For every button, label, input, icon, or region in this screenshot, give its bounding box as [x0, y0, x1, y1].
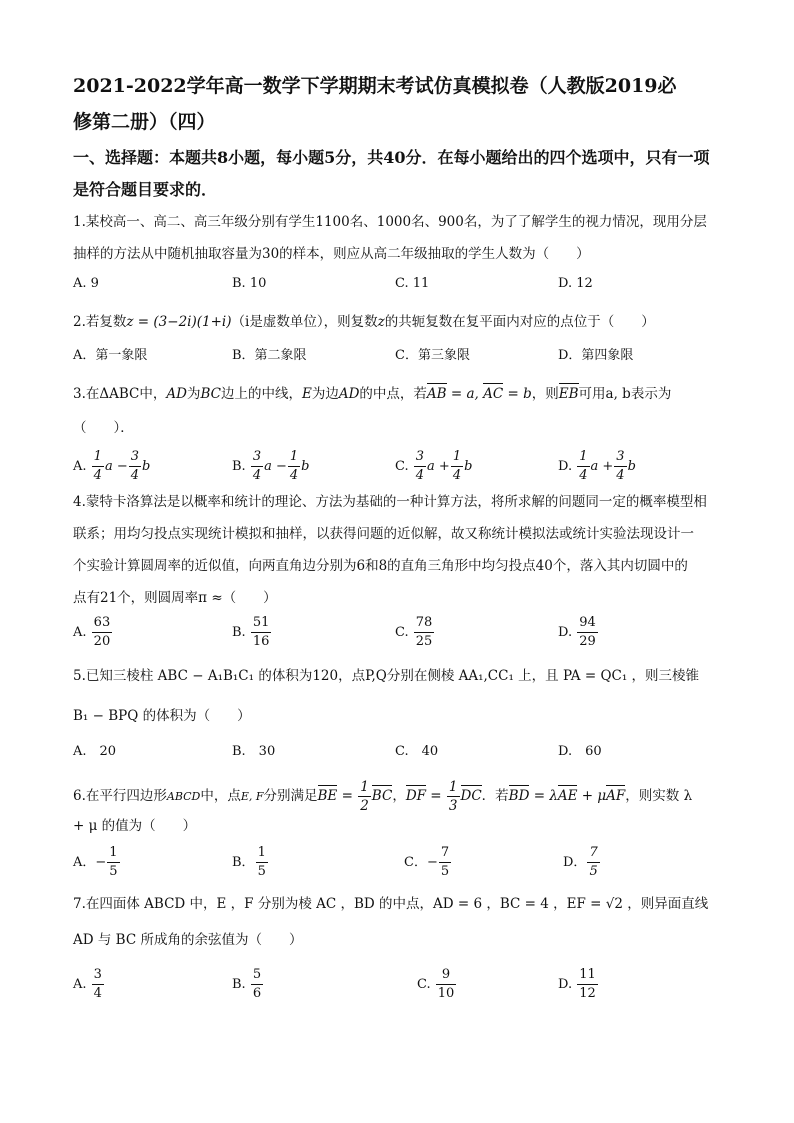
q3-option-c-frac2-num: 1	[451, 448, 463, 467]
q7-option-d-label: D.	[558, 977, 573, 992]
q3-option-d-label: D.	[558, 459, 573, 474]
q2-option-b: B．第二象限	[232, 348, 307, 363]
exam-title-line-2: 修第二册）（四）	[73, 111, 216, 133]
q6-text-c: 中，点	[200, 788, 241, 804]
q6-mu: + μ	[577, 788, 607, 804]
q3-option-b-frac2-num: 1	[288, 448, 300, 467]
q3-option-d	[558, 448, 636, 485]
q3-option-c-frac1-den: 4	[415, 468, 425, 483]
q6-vector-be: BE	[317, 788, 338, 804]
q6-text-i: ．若	[481, 788, 509, 804]
q2-option-c: C．第三象限	[395, 348, 470, 363]
q3-option-b-frac1-den: 4	[252, 468, 262, 483]
q6-option-c	[404, 844, 452, 881]
q4-stem-line-1: 4.蒙特卡洛算法是以概率和统计的理论、方法为基础的一种计算方法，将所求解的问题同一定的概率模型相	[73, 494, 707, 510]
q6-ef: E, F	[240, 790, 264, 803]
q7-option-d-num: 11	[577, 966, 598, 985]
q6-option-d-label: D．	[563, 855, 587, 870]
q3-stem-line-2: （ ）．	[73, 420, 134, 436]
q3-stem-line-1	[73, 384, 733, 404]
q7-option-a-label: A.	[73, 977, 87, 992]
q3-option-b-label: B.	[232, 459, 246, 474]
q7-option-b-num: 5	[251, 966, 263, 985]
q2-stem-line-1	[73, 312, 733, 332]
q6-option-b-label: B．	[232, 855, 255, 870]
q7-option-b-den: 6	[252, 986, 262, 1001]
q6-text-a: 6.在平行四边形	[73, 788, 167, 804]
q3-text-c: 为	[186, 386, 201, 402]
q3-option-d-frac1-den: 4	[579, 468, 588, 483]
q3-option-c-label: C.	[395, 459, 409, 474]
q2-option-d: D．第四象限	[558, 348, 634, 363]
q6-vector-ae: AE	[557, 788, 578, 804]
q4-option-b	[232, 614, 272, 651]
q6-option-a-label: A．	[73, 855, 96, 870]
q3-option-a	[73, 448, 150, 485]
q7-option-d	[558, 966, 599, 1003]
q4-option-c	[395, 614, 435, 651]
q3-option-c-frac1-num: 3	[414, 448, 426, 467]
q1-option-d: D. 12	[558, 276, 593, 291]
q3-option-c	[395, 448, 472, 485]
q3-option-a-mid: a −	[104, 459, 128, 474]
q3-option-a-frac1-den: 4	[93, 468, 102, 483]
q6-abcd: ABCD	[166, 790, 201, 803]
q4-option-a-num: 63	[92, 614, 113, 633]
section-heading-line-1: 一、选择题：本题共8小题，每小题5分，共40分．在每小题给出的四个选项中，只有一项	[73, 148, 710, 167]
q6-option-a-num: 1	[107, 844, 119, 863]
q7-option-b-label: B.	[232, 977, 246, 992]
q7-option-a-num: 3	[92, 966, 104, 985]
q4-stem-line-2: 联系；用均匀投点实现统计模拟和抽样，以获得问题的近似解，故又称统计模拟法或统计实验法现设计一	[73, 526, 694, 542]
q6-option-d-den: 5	[589, 864, 598, 879]
q6-eq-1: =	[337, 788, 358, 804]
q3-text-e: 边上的中线，	[220, 386, 302, 402]
q1-option-c: C. 11	[395, 276, 430, 291]
q3-text-a: 3.在ΔABC中，	[73, 386, 167, 402]
q6-option-b-den: 5	[257, 864, 266, 879]
q2-text-b: （i是虚数单位），则复数	[231, 314, 378, 330]
q3-ad: AD	[166, 386, 187, 402]
q6-option-c-den: 5	[440, 864, 450, 879]
q1-option-a: A. 9	[73, 276, 99, 291]
q7-option-b	[232, 966, 264, 1003]
q6-frac2-den: 3	[448, 798, 458, 814]
q6-frac1-num: 1	[360, 779, 369, 795]
q5-option-a: A. 20	[73, 744, 117, 759]
q6-vector-dc: DC	[460, 788, 482, 804]
q4-option-d-den: 29	[579, 634, 596, 649]
q4-option-b-den: 16	[252, 634, 270, 649]
q3-vector-ab: AB	[426, 386, 447, 402]
q6-option-a-den: 5	[109, 864, 118, 879]
q3-option-b	[232, 448, 310, 485]
q3-vector-ac: AC	[483, 386, 504, 402]
q3-option-c-frac2-den: 4	[452, 468, 462, 483]
q6-option-b	[232, 844, 269, 881]
q1-stem-line-2: 抽样的方法从中随机抽取容量为30的样本，则应从高二年级抽取的学生人数为（ ）	[73, 246, 590, 262]
q4-stem-line-4: 点有21个，则圆周率π ≈（ ）	[73, 590, 277, 606]
q7-option-d-den: 12	[579, 986, 596, 1001]
q2-text-c: 的共轭复数在复平面内对应的点位于（ ）	[384, 314, 655, 330]
q4-option-c-label: C.	[395, 625, 409, 640]
q6-option-c-label: C．	[404, 855, 427, 870]
q3-option-d-frac2-num: 3	[614, 448, 626, 467]
q3-option-d-frac2-den: 4	[616, 468, 625, 483]
q6-option-b-num: 1	[256, 844, 268, 863]
q7-option-c-den: 10	[437, 986, 455, 1001]
q3-text-g: 为边	[311, 386, 339, 402]
q4-option-b-num: 51	[251, 614, 272, 633]
q6-lambda: = λ	[529, 788, 558, 804]
q7-option-c	[417, 966, 457, 1003]
q3-option-a-frac2-num: 3	[129, 448, 141, 467]
q6-frac2-num: 1	[448, 779, 458, 795]
q2-text-a: 2.若复数	[73, 314, 127, 330]
q6-comma: ，	[392, 788, 406, 804]
q3-vector-eb: EB	[558, 386, 579, 402]
q6-option-d	[563, 844, 601, 881]
q6-text-l: ，则实数 λ	[625, 788, 693, 804]
q7-option-a-den: 4	[93, 986, 102, 1001]
q5-option-c: C. 40	[395, 744, 439, 759]
q3-bc: BC	[200, 386, 221, 402]
q6-vector-df: DF	[405, 788, 427, 804]
q3-option-b-frac2-den: 4	[289, 468, 299, 483]
q3-text-j: = a,	[446, 386, 484, 402]
q5-option-b: B. 30	[232, 744, 276, 759]
q4-option-a-den: 20	[93, 634, 111, 649]
q2-z: z	[377, 314, 385, 330]
q6-stem-line-1	[73, 778, 733, 815]
q5-stem-line-2: B₁ − BPQ 的体积为（ ）	[73, 708, 251, 724]
section-heading-line-2: 是符合题目要求的．	[73, 180, 218, 199]
q6-option-a	[73, 844, 121, 881]
q3-option-c-mid: a +	[427, 459, 450, 474]
q3-text-k: = b	[503, 386, 532, 402]
q6-eq-2: =	[426, 788, 446, 804]
q3-option-b-end: b	[301, 459, 310, 474]
q7-option-c-label: C.	[417, 977, 431, 992]
q3-option-d-end: b	[627, 459, 636, 474]
q2-option-a: A．第一象限	[73, 348, 148, 363]
q4-stem-line-3: 个实验计算圆周率的近似值，向两直角边分别为6和8的直角三角形中均匀投点40个，落入其内切圆中的	[73, 558, 688, 574]
q3-option-b-mid: a −	[264, 459, 287, 474]
q3-option-c-end: b	[464, 459, 473, 474]
q3-option-d-mid: a +	[590, 459, 614, 474]
q4-option-a	[73, 614, 113, 651]
q3-text-i: 的中点，若	[359, 386, 427, 402]
q3-e: E	[301, 386, 312, 402]
q4-option-d	[558, 614, 599, 651]
q3-text-m: 可用a, b表示为	[578, 386, 672, 402]
q3-option-a-frac1-num: 1	[92, 448, 104, 467]
q7-stem-line-2: AD 与 BC 所成角的余弦值为（ ）	[73, 932, 303, 948]
q4-option-c-num: 78	[414, 614, 435, 633]
q6-option-d-num: 7	[587, 844, 599, 863]
q6-option-a-sign: −	[95, 855, 107, 870]
q6-text-e: 分别满足	[263, 788, 318, 804]
q3-option-a-label: A.	[73, 459, 87, 474]
q7-option-a	[73, 966, 105, 1003]
q3-option-a-frac2-den: 4	[130, 468, 140, 483]
q6-option-c-sign: −	[426, 855, 438, 870]
q3-text-l: ，则	[531, 386, 559, 402]
q6-vector-bd: BD	[508, 788, 530, 804]
q1-option-b: B. 10	[232, 276, 267, 291]
q3-option-d-frac1-num: 1	[577, 448, 589, 467]
q6-vector-bc: BC	[371, 788, 393, 804]
exam-title-line-1: 2021-2022学年高一数学下学期期末考试仿真模拟卷（人教版2019必	[73, 75, 677, 97]
q4-option-d-label: D.	[558, 625, 573, 640]
q3-option-b-frac1-num: 3	[251, 448, 263, 467]
q3-option-a-end: b	[142, 459, 151, 474]
q2-expression: z = (3−2i)(1+i)	[126, 314, 232, 330]
q7-stem-line-1: 7.在四面体 ABCD 中，E ，F 分别为棱 AC ，BD 的中点，AD = 6 ，BC = 4 ，EF = √2 ，则异面直线	[73, 896, 709, 912]
q6-stem-line-2: + μ 的值为（ ）	[73, 818, 197, 834]
q3-ad-2: AD	[338, 386, 360, 402]
q6-vector-af: AF	[606, 788, 626, 804]
q5-stem-line-1: 5.已知三棱柱 ABC − A₁B₁C₁ 的体积为120，点P,Q分别在侧棱 AA₁,CC₁ 上，且 PA = QC₁ ，则三棱锥	[73, 668, 700, 684]
q6-frac1-den: 2	[360, 798, 369, 814]
q1-stem-line-1: 1.某校高一、高二、高三年级分别有学生1100名、1000名、900名，为了了解学生的视力情况，现用分层	[73, 214, 707, 230]
q6-option-c-num: 7	[439, 844, 451, 863]
q4-option-c-den: 25	[415, 634, 433, 649]
q4-option-a-label: A.	[73, 625, 87, 640]
q5-option-d: D. 60	[558, 744, 602, 759]
q7-option-c-num: 9	[436, 966, 457, 985]
q4-option-d-num: 94	[577, 614, 598, 633]
q4-option-b-label: B.	[232, 625, 246, 640]
